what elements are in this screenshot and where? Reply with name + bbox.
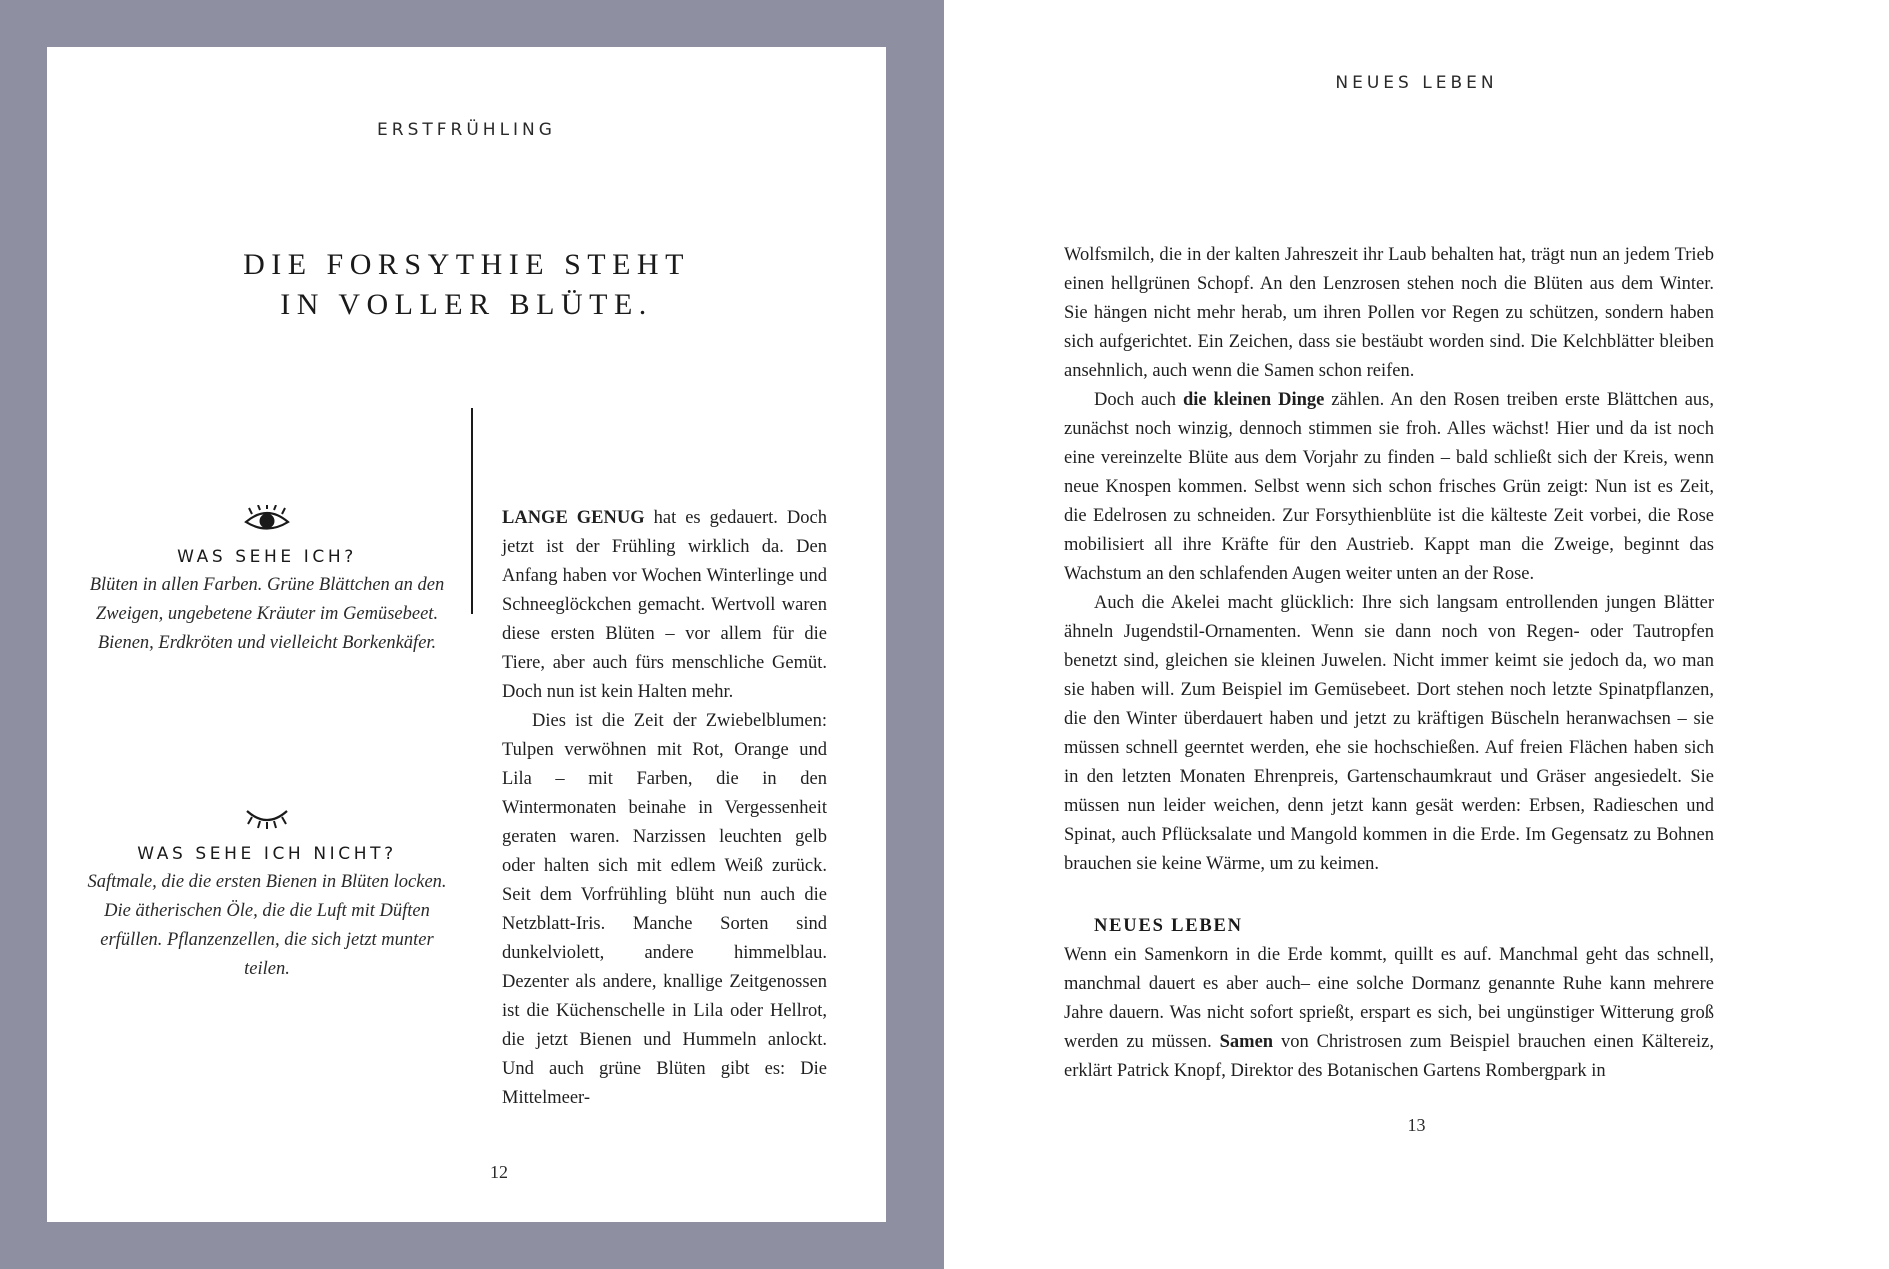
sidebar-what-i-see bbox=[87, 505, 447, 658]
left-page-background bbox=[0, 0, 944, 1269]
lead-in: LANGE GENUG bbox=[502, 508, 645, 528]
emphasis-seeds: Samen bbox=[1219, 1032, 1274, 1052]
right-paragraph-2-rest: zählen. An den Rosen treiben erste Blättchen aus, zunächst noch winzig, dennoch stimmen sie froh. Alles wächst! Hier und da ist noch eine vereinzelte Blüte aus dem Vorjahr zu finden – bald schließt sich der Kreis, wenn neue Knospen kommen. Selbst wenn sich schon frisches Grün zeigt: Nun ist es Zeit, die Edelrosen zu schneiden. Zur Forsythienblüte ist die kälteste Zeit vorbei, die Rose mobilisiert all ihre Kräfte für den Austrieb. Kappt man die Zweige, beginnt das Wachstum an den schlafenden Augen weiter unten an der Rose. bbox=[1064, 390, 1714, 584]
right-page bbox=[944, 0, 1889, 1269]
vertical-divider bbox=[471, 408, 473, 614]
chapter-title-line-1: DIE FORSYTHIE STEHT bbox=[243, 248, 690, 281]
body-paragraph-1 bbox=[502, 504, 827, 707]
sidebar-text-see: Blüten in allen Farben. Grüne Blättchen an den Zweigen, ungebetene Kräuter im Gemüsebeet. Bienen, Erdkröten und vielleicht Borkenkäfer. bbox=[89, 575, 445, 653]
sidebar-heading-not-see: WAS SEHE ICH NICHT? bbox=[137, 844, 397, 864]
emphasis-small-things: die kleinen Dinge bbox=[1182, 390, 1325, 410]
left-page bbox=[47, 47, 886, 1222]
right-paragraph-2-start: Doch auch bbox=[1094, 390, 1183, 410]
body-paragraph-2: Dies ist die Zeit der Zwiebelblumen: Tulpen verwöhnen mit Rot, Orange und Lila – mit Farben, die in den Wintermonaten beinahe in Vergessenheit geraten waren. Narzissen leuchten gelb oder halten sich mit edlem Weiß zurück. Seit dem Vorfrühling blüht nun auch die Netzblatt-Iris. Manche Sorten sind dunkelviolett, andere himmelblau. Dezenter als andere, knallige Zeitgenossen ist die Küchenschelle in Lila oder Hellrot, die jetzt Bienen und Hummeln anlockt. Und auch grüne Blüten gibt es: Die Mittelmeer- bbox=[502, 711, 827, 1108]
sidebar-text-not-see: Saftmale, die die ersten Bienen in Blüten locken. Die ätherischen Öle, die die Luft mit Düften erfüllen. Pflanzenzellen, die sich jetzt munter teilen. bbox=[87, 872, 447, 979]
running-head-left: ERSTFRÜHLING bbox=[377, 120, 556, 140]
page-number-right: 13 bbox=[1407, 1115, 1426, 1135]
body-paragraph-1-text: hat es gedauert. Doch jetzt ist der Frühling wirklich da. Den Anfang haben vor Wochen Winterlinge und Schneeglöckchen gemacht. Wertvoll waren diese ersten Blüten – vor allem für die Tiere, aber auch fürs menschliche Gemüt. Doch nun ist kein Halten mehr. bbox=[502, 508, 827, 702]
closed-eye-icon bbox=[242, 804, 292, 832]
section-heading: NEUES LEBEN bbox=[1094, 916, 1243, 936]
sidebar-what-i-dont-see bbox=[87, 804, 447, 984]
right-paragraph-4 bbox=[1064, 941, 1714, 1086]
sidebar-heading-see: WAS SEHE ICH? bbox=[177, 547, 357, 567]
right-paragraph-4-start: Wenn ein Samenkorn in die Erde kommt, quillt es auf. Manchmal geht das schnell, manchmal dauert es aber auch– eine solche Dormanz genannte Ruhe kann mehrere Jahre dauern. Was nicht sofort sprießt, erspart es sich, bei ungünstiger Witterung groß werden zu müssen. bbox=[1064, 945, 1714, 1052]
right-paragraph-3: Auch die Akelei macht glücklich: Ihre sich langsam entrollenden jungen Blätter ähneln Jugendstil-Ornamenten. Wenn sie dann noch von Regen- oder Tautropfen benetzt sind, gleichen sie kleinen Juwelen. Nicht immer keimt sie jedoch da, wo man sie haben will. Zum Beispiel im Gemüsebeet. Dort stehen noch letzte Spinatpflanzen, die den Winter überdauert haben und jetzt zu kräftigen Büscheln heranwachsen – sie müssen schnell geerntet werden, ehe sie hochschießen. Auf freien Flächen haben sich in den letzten Monaten Ehrenpreis, Gartenschaumkraut und Gräser angesiedelt. Sie müssen nun leider weichen, denn jetzt kann gesät werden: Erbsen, Radieschen und Spinat, auch Pflücksalate und Mangold kommen in die Erde. Im Gegensatz zu Bohnen brauchen sie keine Wärme, um zu keimen. bbox=[1064, 593, 1714, 874]
chapter-title-line-2: IN VOLLER BLÜTE. bbox=[280, 288, 653, 321]
running-head-right: NEUES LEBEN bbox=[1335, 73, 1498, 93]
body-column-left bbox=[502, 504, 827, 1113]
right-paragraph-1: Wolfsmilch, die in der kalten Jahreszeit ihr Laub behalten hat, trägt nun an jedem Trieb einen hellgrünen Schopf. An den Lenzrosen stehen noch die Blüten aus dem Winter. Sie hängen nicht mehr herab, um ihren Pollen vor Regen zu schützen, sondern haben sich aufgerichtet. Ein Zeichen, dass sie bestäubt worden sind. Die Kelchblätter bleiben ansehnlich, auch wenn die Samen schon reifen. bbox=[1064, 245, 1714, 381]
open-eye-icon bbox=[242, 505, 292, 535]
page-number-left: 12 bbox=[490, 1162, 508, 1182]
right-paragraph-2 bbox=[1064, 386, 1714, 589]
right-paragraph-4-rest: von Christrosen zum Beispiel brauchen einen Kältereiz, erklärt Patrick Knopf, Direktor des Botanischen Gartens Rombergpark in bbox=[1064, 1032, 1714, 1081]
body-column-right bbox=[1064, 241, 1714, 1086]
chapter-title bbox=[47, 245, 886, 325]
